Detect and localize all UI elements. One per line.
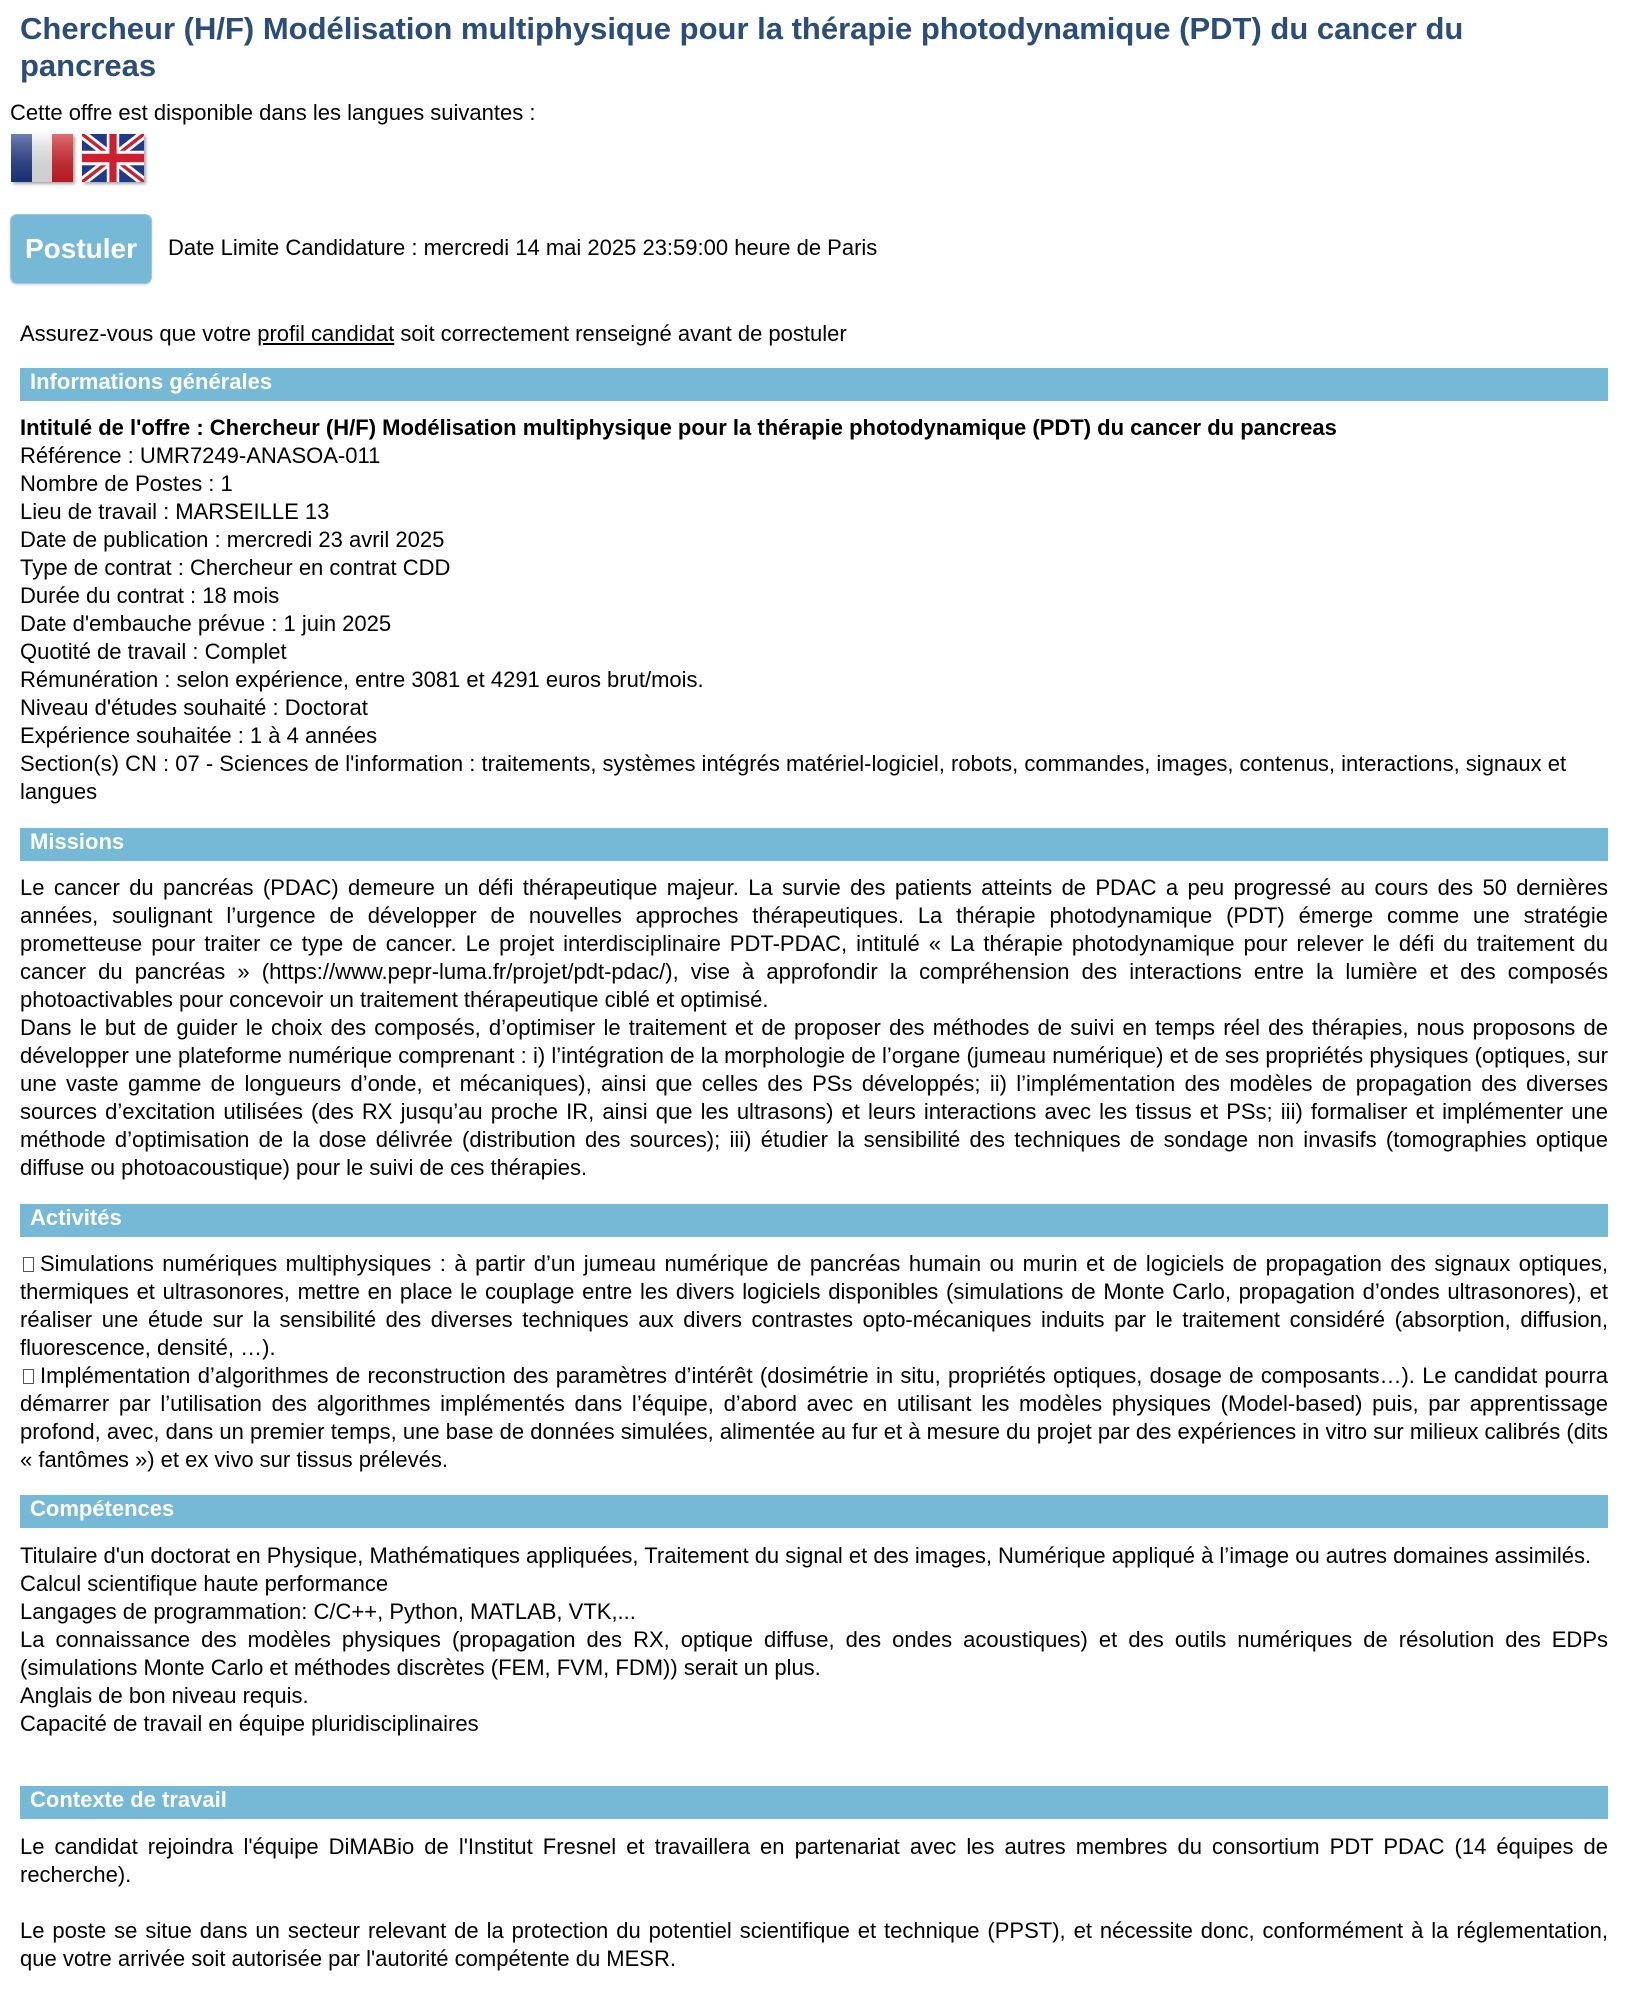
offer-reference: Référence : UMR7249-ANASOA-011 (20, 443, 381, 468)
paragraph-spacer (20, 1889, 1608, 1917)
activity-item-text: Simulations numériques multiphysiques : à partir d’un jumeau numérique de pancréas humain ou murin et de logiciels de propagation des signaux optiques, thermiques et ultrasonores, mettre en place le couplage entre les divers logiciels disponibles (simulations de Monte Carlo, propagation d’ondes ultrasonores), et réaliser une étude sur la sensibilité des diverses techniques aux divers contrastes opto-mécaniques induits par le traitement considéré (absorption, diffusion, fluorescence, densité, …). (20, 1251, 1608, 1360)
offer-location: Lieu de travail : MARSEILLE 13 (20, 499, 330, 524)
section-general-heading: Informations générales (20, 368, 1608, 401)
profile-reminder (20, 321, 847, 347)
skill-line: Calcul scientifique haute performance (20, 1571, 389, 1596)
offer-education: Niveau d'études souhaité : Doctorat (20, 695, 368, 720)
bullet-box-icon (23, 1257, 34, 1272)
candidate-profile-link[interactable]: profil candidat (257, 321, 395, 346)
skill-line: Anglais de bon niveau requis. (20, 1683, 309, 1708)
profile-reminder-after: soit correctement renseigné avant de postuler (394, 321, 847, 346)
section-missions-heading: Missions (20, 828, 1608, 861)
french-flag-icon[interactable] (11, 134, 73, 182)
skills-text (20, 1542, 1608, 1738)
skill-line: Capacité de travail en équipe pluridisciplinaires (20, 1711, 479, 1736)
offer-start-date: Date d'embauche prévue : 1 juin 2025 (20, 611, 392, 636)
offer-duration: Durée du contrat : 18 mois (20, 583, 280, 608)
skill-line: Langages de programmation: C/C++, Python, MATLAB, VTK,... (20, 1599, 636, 1624)
activity-item (20, 1250, 1608, 1362)
skill-line: La connaissance des modèles physiques (propagation des RX, optique diffuse, des ondes acoustiques) et des outils numériques de résolution des EDPs (simulations Monte Carlo et méthodes discrètes (FEM, FVM, FDM)) serait un plus. (20, 1627, 1608, 1680)
offer-contract-type: Type de contrat : Chercheur en contrat CDD (20, 555, 451, 580)
offer-published: Date de publication : mercredi 23 avril 2025 (20, 527, 445, 552)
activity-item (20, 1362, 1608, 1474)
bullet-box-icon (23, 1369, 34, 1384)
offer-work-time: Quotité de travail : Complet (20, 639, 287, 664)
page-title: Chercheur (H/F) Modélisation multiphysique pour la thérapie photodynamique (PDT) du cancer du pancreas (20, 11, 1464, 83)
context-paragraph: Le poste se situe dans un secteur relevant de la protection du potentiel scientifique et technique (PPST), et nécessite donc, conformément à la réglementation, que votre arrivée soit autorisée par l'autorité compétente du MESR. (20, 1918, 1608, 1971)
apply-button[interactable]: Postuler (10, 214, 152, 284)
missions-text (20, 874, 1608, 1182)
offer-section-cn: Section(s) CN : 07 - Sciences de l'information : traitements, systèmes intégrés matériel-logiciel, robots, commandes, images, contenus, interactions, signaux et langues (20, 751, 1567, 804)
section-activities-heading: Activités (20, 1204, 1608, 1237)
missions-paragraph: Le cancer du pancréas (PDAC) demeure un défi thérapeutique majeur. La survie des patients atteints de PDAC a peu progressé au cours des 50 dernières années, soulignant l’urgence de développer de nouvelles approches thérapeutiques. La thérapie photodynamique (PDT) émerge comme une stratégie prometteuse pour traiter ce type de cancer. Le projet interdisciplinaire PDT-PDAC, intitulé « La thérapie photodynamique pour relever le défi du traitement du cancer du pancréas » (https://www.pepr-luma.fr/projet/pdt-pdac/), vise à approfondir la compréhension des interactions entre la lumière et des composés photoactivables pour concevoir un traitement thérapeutique ciblé et optimisé. (20, 875, 1608, 1012)
offer-title: Intitulé de l'offre : Chercheur (H/F) Modélisation multiphysique pour la thérapie photodynamique (PDT) du cancer du pancreas (20, 415, 1337, 440)
offer-salary: Rémunération : selon expérience, entre 3081 et 4291 euros brut/mois. (20, 667, 704, 692)
missions-paragraph: Dans le but de guider le choix des composés, d’optimiser le traitement et de proposer des méthodes de suivi en temps réel des thérapies, nous proposons de développer une plateforme numérique comprenant : i) l’intégration de la morphologie de l’organe (jumeau numérique) et de ses propriétés physiques (optiques, sur une vaste gamme de longueurs d’onde, et mécaniques), ainsi que celles des PSs développés; ii) l’implémentation des modèles de propagation des diverses sources d’excitation utilisées (des RX jusqu’au proche IR, ainsi que les ultrasons) et leurs interactions avec les tissus et PSs; iii) formaliser et implémenter une méthode d’optimisation de la dose délivrée (distribution des sources); iii) étudier la sensibilité des techniques de sondage non invasifs (tomographies optique diffuse ou photoacoustique) pour le suivi de ces thérapies. (20, 1015, 1608, 1180)
profile-reminder-before: Assurez-vous que votre (20, 321, 258, 346)
context-text (20, 1833, 1608, 1973)
activity-item-text: Implémentation d’algorithmes de reconstruction des paramètres d’intérêt (dosimétrie in situ, propriétés optiques, dosage de composants…). Le candidat pourra démarrer par l’utilisation des algorithmes implémentés dans l’équipe, d’abord avec en utilisant les modèles physiques (Model-based) puis, par apprentissage profond, avec, dans un premier temps, une base de données simulées, alimentée au fur et à mesure du projet par des expériences in vitro sur milieux calibrés (dits « fantômes ») et ex vivo sur tissus prélevés. (20, 1363, 1608, 1472)
general-info (20, 414, 1608, 806)
language-flags (11, 134, 144, 182)
application-deadline: Date Limite Candidature : mercredi 14 mai 2025 23:59:00 heure de Paris (168, 235, 878, 260)
context-paragraph: Le candidat rejoindra l'équipe DiMABio de l'Institut Fresnel et travaillera en partenariat avec les autres membres du consortium PDT PDAC (14 équipes de recherche). (20, 1834, 1608, 1887)
skill-line: Titulaire d'un doctorat en Physique, Mathématiques appliquées, Traitement du signal et des images, Numérique appliqué à l’image ou autres domaines assimilés. (20, 1543, 1592, 1568)
section-skills-heading: Compétences (20, 1495, 1608, 1528)
activities-text (20, 1250, 1608, 1474)
offer-positions: Nombre de Postes : 1 (20, 471, 233, 496)
uk-flag-icon[interactable] (82, 134, 144, 182)
section-context-heading: Contexte de travail (20, 1786, 1608, 1819)
languages-text: Cette offre est disponible dans les langues suivantes : (10, 100, 536, 125)
offer-experience: Expérience souhaitée : 1 à 4 années (20, 723, 378, 748)
